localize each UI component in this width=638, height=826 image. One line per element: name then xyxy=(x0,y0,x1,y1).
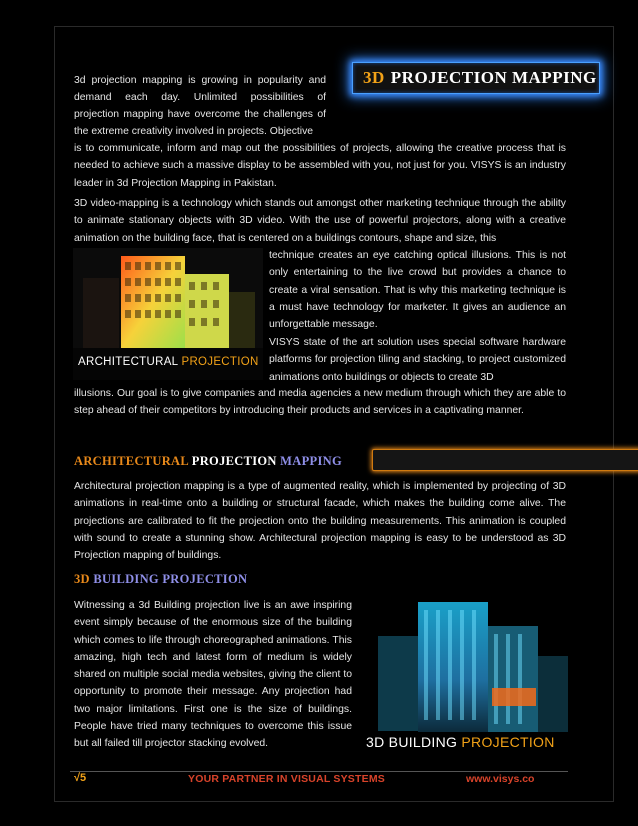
footer-website-link[interactable]: www.visys.co xyxy=(466,773,535,785)
page-title xyxy=(352,62,600,94)
heading-word: 3D xyxy=(74,572,90,586)
caption-word-accent: PROJECTION xyxy=(181,356,259,368)
intro-body: is to communicate, inform and map out the possibilities of projects, allowing the creative process that is needed to achieve such a massive display to be assembled with you, not just for you. VISYS is an industry leader in 3d Projection Mapping in Pakistan. xyxy=(74,143,566,189)
intro-line: projection mapping have overcome the challenges of xyxy=(74,109,326,120)
heading-word: BUILDING PROJECTION xyxy=(93,572,248,586)
section-heading-architectural xyxy=(74,454,342,469)
page-number: √5 xyxy=(74,772,87,784)
title-3d: 3D xyxy=(363,68,385,87)
image-caption xyxy=(366,734,555,750)
visys-solution-paragraph: illusions. Our goal is to give companies and media agencies a new medium through which they are able to step ahead of their competitors by introducing their products and services in a captivating manner. xyxy=(74,388,566,417)
heading-word: ARCHITECTURAL xyxy=(74,454,189,468)
title-text: PROJECTION MAPPING xyxy=(390,68,597,87)
footer-tagline: YOUR PARTNER IN VISUAL SYSTEMS xyxy=(188,773,385,785)
video-mapping-paragraph: 3D video-mapping is a technology which stands out amongst other marketing technique through the ability to animate stationary objects with 3D video. With the use of powerful projectors, along with a creative animation on the building face, that is centered on a buildings contours, shape and size, this xyxy=(74,198,566,244)
building-illustration xyxy=(358,596,578,756)
intro-line: the extreme creativity involved in projects. Objective xyxy=(74,126,314,137)
building-projection-image xyxy=(358,596,578,756)
visys-solution-paragraph-side: VISYS state of the art solution uses special software hardware platforms for projection tiling and stacking, to project customized animations onto buildings or objects to create 3D xyxy=(269,337,566,383)
intro-line: demand each day. Unlimited possibilities of xyxy=(74,92,326,103)
video-mapping-paragraph-side: technique creates an eye catching optical illusions. This is not only entertaining to the live crowd but provides a chance to create a viral sensation. That is why this marketing technique is a must have technology for marketer. It gives an audience an unforgettable message. xyxy=(269,250,566,331)
heading-word: MAPPING xyxy=(280,454,342,468)
caption-word: ARCHITECTURAL xyxy=(78,356,178,368)
heading-word: PROJECTION xyxy=(191,454,277,468)
image-caption xyxy=(78,356,259,368)
intro-line: 3d projection mapping is growing in popularity and xyxy=(74,75,326,86)
architectural-projection-image xyxy=(73,248,263,380)
caption-word: 3D BUILDING xyxy=(366,734,458,750)
footer-divider xyxy=(70,771,568,772)
building-body: Witnessing a 3d Building projection live is an awe inspiring event simply because of the enormous size of the building which comes to life through choreographed animations. This amazing, high tech and latest form of medium is widely shared on multiple social media websites, giving the client to opportunity to promote their message. Any projection had two major limitations. First one is the size of buildings. People have tried many techniques to overcome this issue but all failed till projector stacking evolved. xyxy=(74,600,352,750)
section-heading-building xyxy=(74,572,247,587)
architectural-body: Architectural projection mapping is a type of augmented reality, which is implemented by projecting of 3D animations in real-time onto a building or structural facade, which makes the building come alive. The projections are calibrated to fit the projection onto the building measurements. This animation is coupled with sound to create a stunning show. Architectural projection mapping is easy to be understood as 3D Projection mapping of buildings. xyxy=(74,481,566,562)
caption-word-accent: PROJECTION xyxy=(461,734,555,750)
decorative-glow-bar xyxy=(372,449,638,471)
